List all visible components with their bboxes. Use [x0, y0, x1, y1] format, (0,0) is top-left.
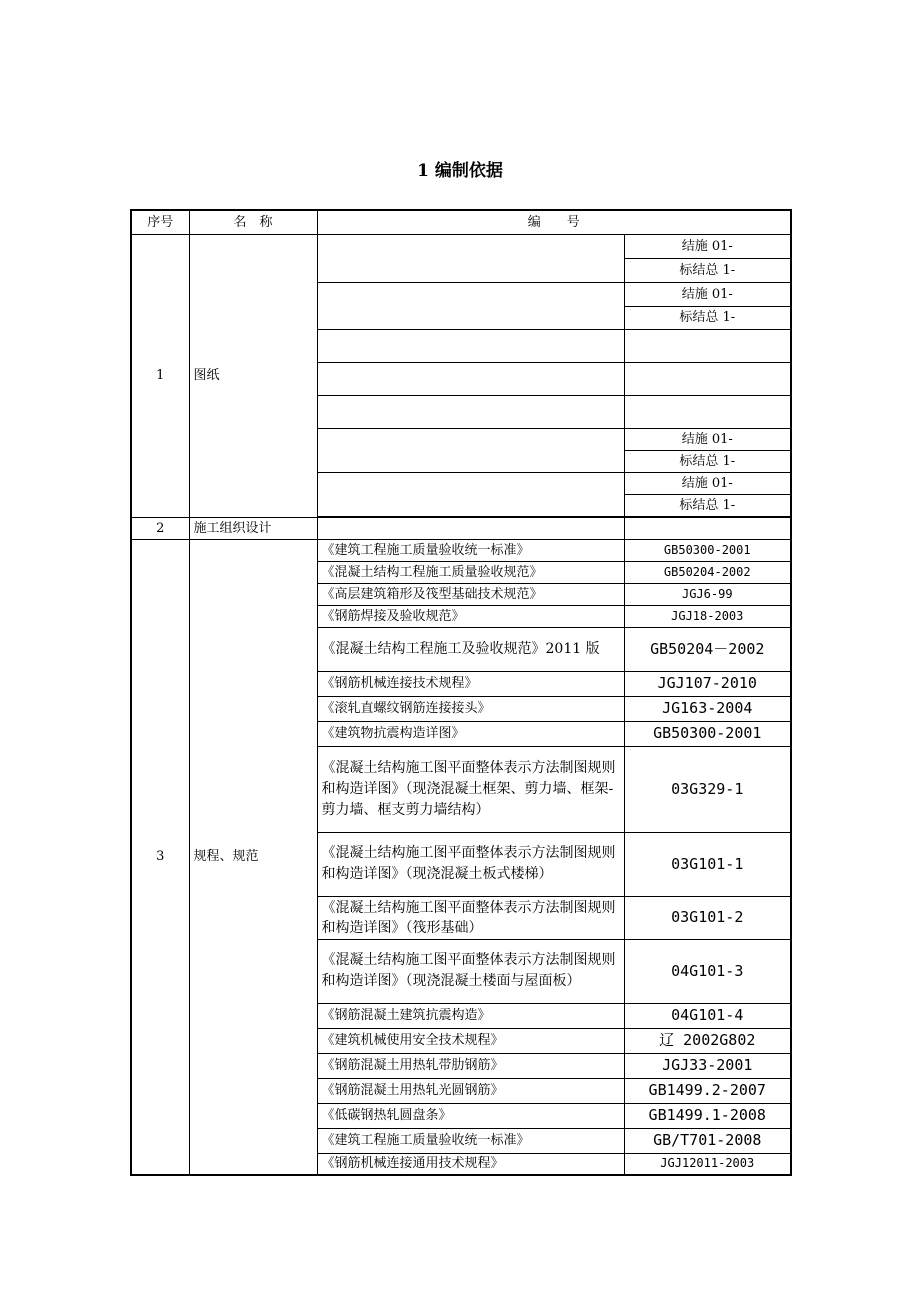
section1-doc-cell: [317, 282, 624, 329]
standard-name: 《高层建筑箱形及筏型基础技术规范》: [317, 583, 624, 605]
standard-code: JGJ33-2001: [624, 1053, 791, 1078]
section1-code: 标结总 1-: [624, 450, 791, 472]
section1-code: 结施 01-: [624, 234, 791, 258]
section2-name: 施工组织设计: [189, 517, 317, 539]
table-row: [131, 539, 791, 561]
section1-code: 标结总 1-: [624, 258, 791, 282]
standard-code: GB/T701-2008: [624, 1128, 791, 1153]
standard-name: 《建筑机械使用安全技术规程》: [317, 1028, 624, 1053]
standard-name: 《钢筋混凝土用热轧光圆钢筋》: [317, 1078, 624, 1103]
section1-doc-cell: [317, 362, 624, 395]
standard-code: GB50300-2001: [624, 539, 791, 561]
standard-code: GB1499.1-2008: [624, 1103, 791, 1128]
standard-code: GB50204-2002: [624, 561, 791, 583]
section3-name: 规程、规范: [189, 539, 317, 1175]
section2-code-cell: [624, 517, 791, 539]
standard-name: 《混凝土结构工程施工及验收规范》2011 版: [317, 627, 624, 671]
standard-code: JGJ12011-2003: [624, 1153, 791, 1175]
standard-name: 《混凝土结构施工图平面整体表示方法制图规则和构造详图》（现浇混凝土框架、剪力墙、框架-剪力墙、框支剪力墙结构）: [317, 746, 624, 832]
standard-name: 《钢筋焊接及验收规范》: [317, 605, 624, 627]
standard-code: 04G101-4: [624, 1003, 791, 1028]
section1-code: 结施 01-: [624, 472, 791, 494]
standard-name: 《钢筋混凝土建筑抗震构造》: [317, 1003, 624, 1028]
standard-name: 《混凝土结构施工图平面整体表示方法制图规则和构造详图》（筏形基础）: [317, 896, 624, 939]
section1-code: 结施 01-: [624, 428, 791, 450]
standard-code: 辽 2002G802: [624, 1028, 791, 1053]
standard-name: 《建筑物抗震构造详图》: [317, 721, 624, 746]
standard-name: 《钢筋机械连接技术规程》: [317, 671, 624, 696]
standard-code: JGJ107-2010: [624, 671, 791, 696]
standard-code: JG163-2004: [624, 696, 791, 721]
standard-code: JGJ18-2003: [624, 605, 791, 627]
standard-code: 04G101-3: [624, 939, 791, 1003]
standard-code: 03G101-2: [624, 896, 791, 939]
table-row: [131, 234, 791, 258]
standard-name: 《钢筋混凝土用热轧带肋钢筋》: [317, 1053, 624, 1078]
table-row: [131, 517, 791, 539]
standard-code: GB1499.2-2007: [624, 1078, 791, 1103]
standard-name: 《建筑工程施工质量验收统一标准》: [317, 539, 624, 561]
header-code: 编 号: [317, 210, 791, 234]
standard-name: 《混凝土结构工程施工质量验收规范》: [317, 561, 624, 583]
standard-name: 《低碳钢热轧圆盘条》: [317, 1103, 624, 1128]
header-name: 名 称: [189, 210, 317, 234]
standard-name: 《滚轧直螺纹钢筋连接接头》: [317, 696, 624, 721]
section1-doc-cell: [317, 428, 624, 472]
standard-code: JGJ6-99: [624, 583, 791, 605]
header-seq: 序号: [131, 210, 189, 234]
section1-doc-cell: [317, 395, 624, 428]
basis-table: [130, 209, 792, 1176]
standard-name: 《钢筋机械连接通用技术规程》: [317, 1153, 624, 1175]
section2-doc-cell: [317, 517, 624, 539]
section1-doc-cell: [317, 329, 624, 362]
section3-seq: 3: [131, 539, 189, 1175]
section1-code-cell: [624, 362, 791, 395]
standard-name: 《建筑工程施工质量验收统一标准》: [317, 1128, 624, 1153]
section1-code: 结施 01-: [624, 282, 791, 306]
standard-name: 《混凝土结构施工图平面整体表示方法制图规则和构造详图》（现浇混凝土楼面与屋面板）: [317, 939, 624, 1003]
section2-seq: 2: [131, 517, 189, 539]
standard-code: GB50300-2001: [624, 721, 791, 746]
section1-code: 标结总 1-: [624, 306, 791, 329]
section1-seq: 1: [131, 234, 189, 517]
section1-doc-cell: [317, 234, 624, 282]
standard-name: 《混凝土结构施工图平面整体表示方法制图规则和构造详图》（现浇混凝土板式楼梯）: [317, 832, 624, 896]
section1-doc-cell: [317, 472, 624, 516]
standard-code: 03G101-1: [624, 832, 791, 896]
standard-code: 03G329-1: [624, 746, 791, 832]
section1-code-cell: [624, 395, 791, 428]
section1-code-cell: [624, 329, 791, 362]
section1-name: 图纸: [189, 234, 317, 517]
standard-code: GB50204－2002: [624, 627, 791, 671]
table-header-row: [131, 210, 791, 234]
page-title: 1 编制依据: [417, 161, 503, 181]
section1-code: 标结总 1-: [624, 494, 791, 516]
